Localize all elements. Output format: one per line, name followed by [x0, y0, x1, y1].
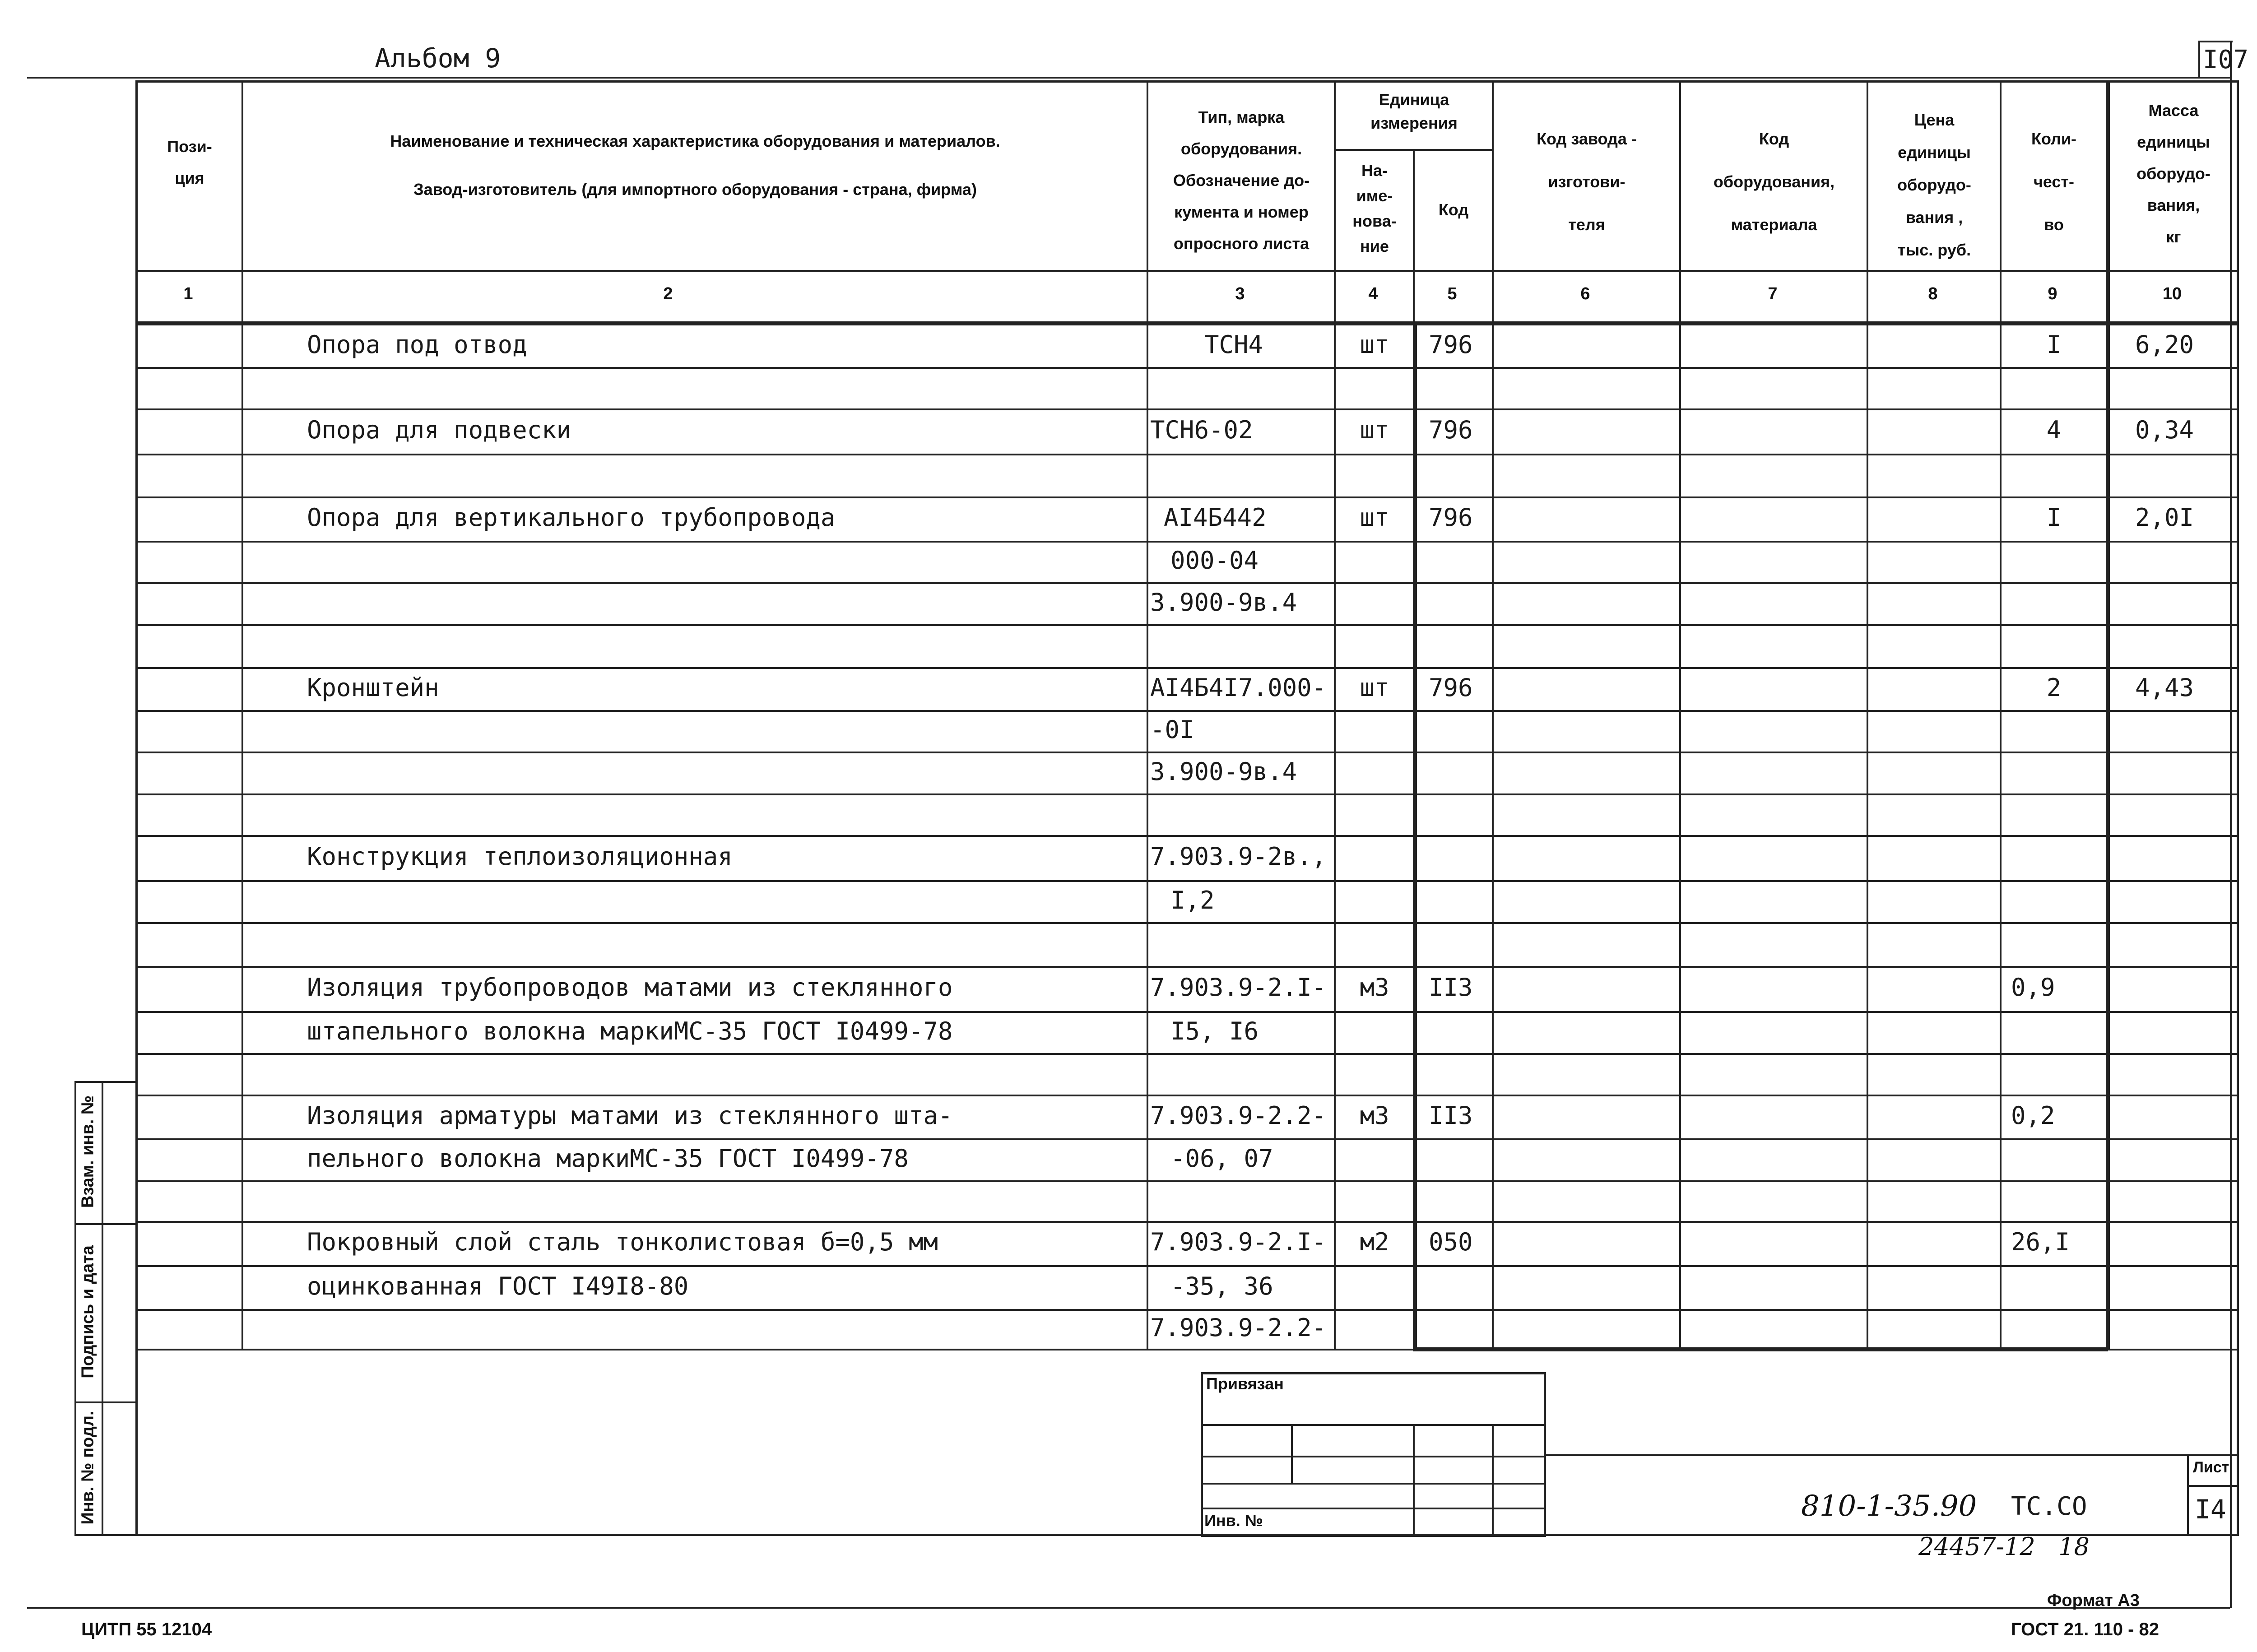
colnum-1: 1	[183, 284, 193, 303]
row-name-cell: Покровный слой сталь тонколистовая б=0,5 мм	[307, 1228, 938, 1256]
sheet-number: I4	[2195, 1494, 2226, 1525]
row-type-cell: -06, 07	[1170, 1144, 1273, 1173]
row-type-cell: 000-04	[1170, 546, 1259, 575]
row-qty-cell: 0,2	[2011, 1101, 2055, 1130]
colnum-3: 3	[1235, 284, 1245, 303]
row-mass-cell: 2,0I	[2135, 503, 2194, 532]
tb-main-top-line	[1546, 1454, 2239, 1456]
header-position: Пози- ция	[167, 137, 212, 187]
tb-line-1	[1201, 1424, 1546, 1426]
row-separator	[135, 1180, 2239, 1182]
row-unit-cell: шт	[1360, 416, 1389, 444]
row-unit-cell: м3	[1360, 973, 1389, 1002]
tb-line-4	[1201, 1508, 1546, 1509]
row-separator	[135, 1095, 2239, 1096]
header-price: Цена единицы оборудо- вания , тыс. руб.	[1897, 111, 1971, 259]
row-name-cell: штапельного волокна маркиМС-35 ГОСТ I0499-78	[307, 1016, 953, 1045]
footer-format: Формат А3	[2047, 1591, 2140, 1610]
body-bottom-line	[1413, 1347, 2108, 1351]
row-unit-cell: м2	[1360, 1228, 1389, 1256]
side-label-inv: Инв. № подл.	[78, 1411, 98, 1525]
row-type-cell: 7.903.9-2.2-	[1150, 1101, 1327, 1130]
colnum-7: 7	[1768, 284, 1778, 303]
album-title: Альбом 9	[375, 43, 501, 74]
row-qty-cell: 4	[2046, 416, 2062, 444]
sheet-label: Лист	[2193, 1459, 2229, 1476]
row-separator	[135, 541, 2239, 543]
doc-code: 810-1-35.90	[1801, 1490, 1977, 1523]
header-bottom-line	[135, 270, 2239, 272]
row-separator	[135, 408, 2239, 410]
row-separator	[135, 1309, 2239, 1311]
row-separator	[135, 497, 2239, 498]
row-code-cell: 796	[1429, 416, 1473, 444]
colnum-9: 9	[2048, 284, 2057, 303]
row-separator	[135, 794, 2239, 795]
header-name-line2: Завод-изготовитель (для импортного оборудования - страна, фирма)	[413, 180, 977, 199]
row-name-cell: оцинкованная ГОСТ I49I8-80	[307, 1271, 689, 1300]
tb-vline-3	[1492, 1424, 1494, 1537]
outer-bottom-line	[27, 1607, 2230, 1609]
row-name-cell: Опора для подвески	[307, 416, 571, 444]
row-unit-cell: шт	[1360, 673, 1389, 702]
doc-mark: ТС.СО	[2011, 1492, 2087, 1521]
header-mass: Масса единицы оборудо- вания, кг	[2136, 101, 2211, 246]
footer-gost: ГОСТ 21. 110 - 82	[2011, 1620, 2159, 1639]
row-type-cell: ТСН4	[1204, 330, 1263, 359]
row-separator	[135, 880, 2239, 882]
header-type: Тип, марка оборудования. Обозначение до- кумента и номер опросного листа	[1173, 108, 1310, 253]
row-name-cell: Изоляция трубопроводов матами из стеклянного	[307, 973, 953, 1002]
row-type-cell: 3.900-9в.4	[1150, 757, 1297, 786]
row-type-cell: АI4Б4I7.000-	[1150, 673, 1327, 702]
row-type-cell: 7.903.9-2в.,	[1150, 842, 1327, 871]
row-type-cell: 7.903.9-2.2-	[1150, 1313, 1327, 1342]
side-label-podpis: Подпись и дата	[78, 1245, 98, 1378]
side-label-vzam: Взам. инв. №	[78, 1095, 98, 1208]
row-name-cell: Опора под отвод	[307, 330, 527, 359]
header-material-code: Код оборудования, материала	[1713, 130, 1835, 234]
row-qty-cell: I	[2046, 330, 2062, 359]
colnum-6: 6	[1580, 284, 1590, 303]
row-separator	[135, 752, 2239, 753]
page-number: I07	[2203, 45, 2249, 74]
body-bottom-line-right	[2106, 1349, 2239, 1350]
row-type-cell: АI4Б442	[1164, 503, 1267, 532]
row-type-cell: 7.903.9-2.I-	[1150, 1228, 1327, 1256]
footer-left-code: ЦИТП 55 12104	[81, 1620, 212, 1639]
row-qty-cell: I	[2046, 503, 2062, 532]
row-name-cell: пельного волокна маркиМС-35 ГОСТ I0499-78	[307, 1144, 909, 1173]
row-qty-cell: 2	[2046, 673, 2062, 702]
row-separator	[135, 922, 2239, 924]
tb-vline-2	[1413, 1424, 1415, 1537]
tb-vline-1	[1291, 1424, 1293, 1483]
row-name-cell: Кронштейн	[307, 673, 439, 702]
row-separator	[135, 710, 2239, 712]
inv-no-label: Инв. №	[1204, 1511, 1263, 1530]
row-name-cell: Опора для вертикального трубопровода	[307, 503, 836, 532]
row-code-cell: II3	[1429, 973, 1473, 1002]
row-code-cell: 796	[1429, 503, 1473, 532]
row-type-cell: -0I	[1150, 715, 1194, 744]
row-separator	[135, 1053, 2239, 1055]
tb-line-3	[1201, 1483, 1546, 1485]
row-type-cell: -35, 36	[1170, 1271, 1273, 1300]
row-separator	[135, 1265, 2239, 1267]
row-qty-cell: 26,I	[2011, 1228, 2070, 1256]
colnum-bottom-line	[135, 321, 2239, 325]
row-code-cell: 796	[1429, 673, 1473, 702]
row-mass-cell: 4,43	[2135, 673, 2194, 702]
row-code-cell: 796	[1429, 330, 1473, 359]
row-unit-cell: шт	[1360, 330, 1389, 359]
row-separator	[135, 667, 2239, 669]
row-separator	[135, 1011, 2239, 1013]
outer-top-line	[27, 77, 2230, 79]
tb-sheet-hline	[2187, 1485, 2239, 1487]
row-separator	[135, 966, 2239, 968]
row-type-cell: I,2	[1170, 886, 1215, 914]
row-type-cell: 3.900-9в.4	[1150, 588, 1297, 617]
header-factory-code: Код завода - изготови- теля	[1537, 130, 1637, 234]
row-separator	[135, 1221, 2239, 1223]
colnum-5: 5	[1447, 284, 1457, 303]
colnum-10: 10	[2162, 284, 2182, 303]
header-unit-code: Код	[1438, 200, 1469, 219]
row-unit-cell: м3	[1360, 1101, 1389, 1130]
side-stamp-divider	[102, 1081, 103, 1536]
row-qty-cell: 0,9	[2011, 973, 2055, 1002]
colnum-4: 4	[1368, 284, 1378, 303]
col-line-4	[1413, 149, 1415, 325]
row-name-cell: Изоляция арматуры матами из стеклянного шта-	[307, 1101, 953, 1130]
header-unit-group: Единица измерения	[1370, 90, 1458, 132]
privyazan-label: Привязан	[1206, 1374, 1284, 1393]
stamp-number: 24457-12 18	[1918, 1532, 2090, 1561]
tb-line-2	[1201, 1456, 1546, 1457]
row-unit-cell: шт	[1360, 503, 1389, 532]
header-quantity: Коли- чест- во	[2031, 130, 2077, 234]
row-name-cell: Конструкция теплоизоляционная	[307, 842, 733, 871]
unit-split-line	[1334, 149, 1492, 151]
row-type-cell: ТСН6-02	[1150, 416, 1253, 444]
colnum-8: 8	[1928, 284, 1938, 303]
row-separator	[135, 624, 2239, 626]
tb-sheet-vline	[2187, 1454, 2189, 1536]
row-type-cell: I5, I6	[1170, 1016, 1259, 1045]
row-separator	[135, 454, 2239, 455]
colnum-2: 2	[663, 284, 673, 303]
row-separator	[135, 1138, 2239, 1140]
side-stamp-line-1	[74, 1223, 138, 1225]
header-name-line1: Наименование и техническая характеристика оборудования и материалов.	[390, 132, 1000, 150]
row-mass-cell: 6,20	[2135, 330, 2194, 359]
row-separator	[135, 582, 2239, 584]
row-code-cell: II3	[1429, 1101, 1473, 1130]
row-type-cell: 7.903.9-2.I-	[1150, 973, 1327, 1002]
row-mass-cell: 0,34	[2135, 416, 2194, 444]
row-code-cell: 050	[1429, 1228, 1473, 1256]
body-bottom-line-left	[135, 1349, 1413, 1350]
row-separator	[135, 367, 2239, 369]
header-unit-name: На- име- нова- ние	[1352, 161, 1397, 255]
row-separator	[135, 835, 2239, 837]
